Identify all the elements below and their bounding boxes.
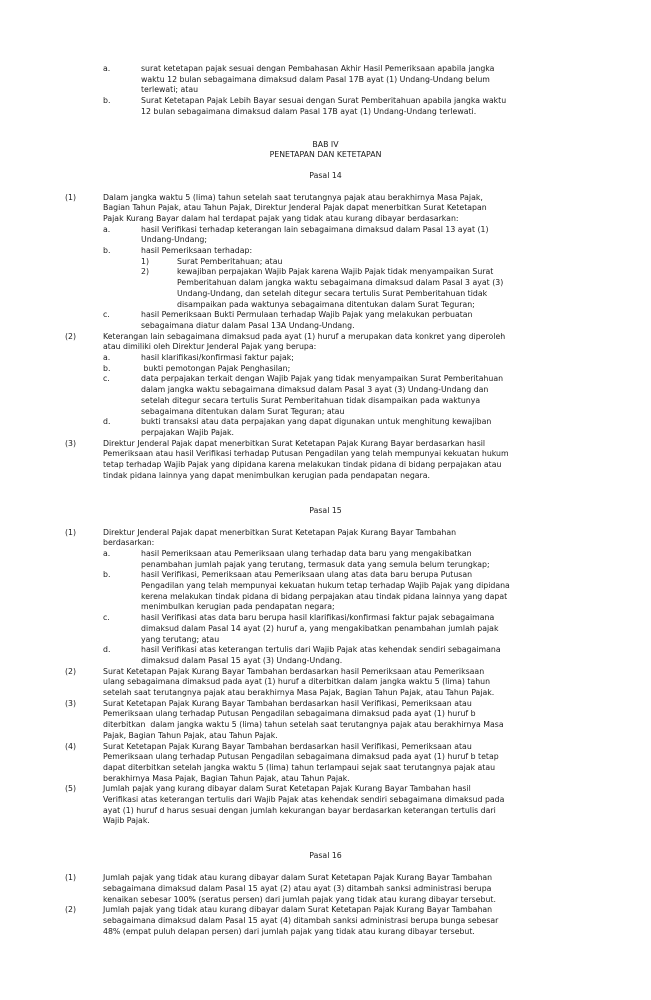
text-line: Pemeriksaan ulang terhadap Putusan Pengadilan sebagaimana dimaksud pada ayat (1) huruf b tetap — [103, 752, 499, 762]
paragraph-item — [0, 699, 651, 742]
item-label: (1) — [65, 873, 77, 883]
text-line: Pengadilan yang telah mempunyai kekuatan hukum tetap terhadap Wajib Pajak yang dipidana — [141, 581, 510, 591]
item-label: a. — [103, 548, 111, 558]
text-line: sebagaimana dimaksud dalam Pasal 15 ayat (4) ditambah sanksi administrasi berupa bunga sebesar — [103, 916, 499, 925]
text-line: terlewati; atau — [141, 85, 199, 95]
article-heading: Pasal 14 — [309, 170, 342, 180]
text-line: Bagian Tahun Pajak, atau Tahun Pajak, Direktur Jenderal Pajak dapat menerbitkan Surat Ketetapan — [103, 203, 487, 213]
text-line: Surat Ketetapan Pajak Kurang Bayar Tambahan berdasarkan hasil Verifikasi, Pemeriksaan atau — [103, 698, 472, 708]
text-line: penambahan jumlah pajak yang terutang, termasuk data yang semula belum terungkap; — [141, 559, 490, 569]
text-line: bukti pemotongan Pajak Penghasilan; — [141, 363, 291, 373]
numbered-subitem — [0, 267, 651, 310]
text-line: Surat Ketetapan Pajak Kurang Bayar Tambahan berdasarkan hasil Verifikasi, Pemeriksaan atau — [103, 741, 472, 751]
text-line: Surat Ketetapan Pajak Kurang Bayar Tambahan berdasarkan hasil Pemeriksaan atau Pemeriksaan — [103, 666, 485, 676]
text-line: tetap terhadap Wajib Pajak yang dipidana karena melakukan tindak pidana di bidang perpajakan atau — [103, 460, 502, 470]
chapter-number: BAB IV — [312, 139, 339, 149]
letter-item — [0, 310, 651, 331]
text-line: Wajib Pajak. — [103, 816, 150, 826]
text-line: hasil Verifikasi atas data baru berupa hasil klarifikasi/konfirmasi faktur pajak sebagaimana — [141, 613, 495, 623]
item-label: c. — [103, 374, 110, 384]
text-line: ayat (1) huruf d harus sesuai dengan jumlah kekurangan bayar berdasarkan keterangan tertulis dari — [103, 805, 496, 815]
text-line: 12 bulan sebagaimana dimaksud dalam Pasal 17B ayat (1) Undang-Undang terlewati. — [141, 106, 477, 116]
numbered-subitem — [0, 257, 651, 268]
text-line: Pemeriksaan atau hasil Verifikasi terhadap Putusan Pengadilan yang telah mempunyai kekuatan hukum — [103, 449, 509, 459]
text-line: hasil Pemeriksaan atau Pemeriksaan ulang terhadap data baru yang mengakibatkan — [141, 548, 472, 558]
item-label: b. — [103, 363, 111, 373]
paragraph-item — [0, 742, 651, 785]
article-body — [0, 873, 651, 937]
text-line: Undang-Undang; — [141, 235, 207, 245]
letter-item — [0, 246, 651, 257]
text-line: kenaikan sebesar 100% (seratus persen) dari jumlah pajak yang tidak atau kurang dibayar tersebut. — [103, 894, 496, 904]
paragraph-item — [0, 667, 651, 699]
item-label: b. — [103, 570, 111, 580]
letter-item — [0, 549, 651, 570]
item-label: (5) — [65, 784, 77, 794]
text-line: disampaikan pada waktunya sebagaimana ditentukan dalam Surat Teguran; — [177, 299, 475, 309]
text-line: Dalam jangka waktu 5 (lima) tahun setelah saat terutangnya pajak atau berakhirnya Masa Pajak, — [103, 192, 483, 202]
text-line: setelah ditegur secara tertulis Surat Pemberitahuan tidak disampaikan pada waktunya — [141, 395, 481, 405]
letter-item — [0, 364, 651, 375]
text-line: Verifikasi atas keterangan tertulis dari Wajib Pajak atas kehendak sendiri sebagaimana dimaksud pada — [103, 795, 505, 805]
text-line: setelah saat terutangnya pajak atau berakhirnya Masa Pajak, Bagian Tahun Pajak, atau Tahun Pajak. — [103, 688, 495, 698]
text-line: perpajakan Wajib Pajak. — [141, 427, 235, 437]
paragraph-item — [0, 873, 651, 905]
item-label: c. — [103, 310, 110, 320]
item-label: a. — [103, 224, 111, 234]
item-label: b. — [103, 96, 111, 106]
text-line: Jumlah pajak yang kurang dibayar dalam Surat Ketetapan Pajak Kurang Bayar Tambahan hasil — [103, 784, 471, 794]
item-label: d. — [103, 645, 111, 655]
text-line: menimbulkan kerugian pada pendapatan negara; — [141, 602, 335, 612]
text-line: hasil Verifikasi, Pemeriksaan atau Pemeriksaan ulang atas data baru berupa Putusan — [141, 570, 473, 580]
letter-item — [0, 225, 651, 246]
text-line: Pemberitahuan dalam jangka waktu sebagaimana dimaksud dalam Pasal 3 ayat (3) — [177, 278, 504, 288]
item-label: a. — [103, 353, 111, 363]
letter-item — [0, 645, 651, 666]
text-line: berdasarkan: — [103, 538, 155, 548]
text-line: yang terutang; atau — [141, 634, 220, 644]
item-label: (2) — [65, 905, 77, 915]
letter-item — [0, 96, 651, 117]
article-section — [0, 851, 651, 937]
text-line: Surat Pemberitahuan; atau — [177, 256, 283, 266]
text-line: hasil Verifikasi atas keterangan tertulis dari Wajib Pajak atas kehendak sendiri sebagaimana — [141, 645, 501, 655]
text-line: Jumlah pajak yang tidak atau kurang dibayar dalam Surat Ketetapan Pajak Kurang Bayar Tambahan — [103, 905, 493, 915]
text-line: hasil klarifikasi/konfirmasi faktur pajak; — [141, 353, 294, 363]
item-label: a. — [103, 64, 111, 73]
text-line: berakhirnya Masa Pajak, Bagian Tahun Pajak, atau Tahun Pajak. — [103, 773, 350, 783]
text-line: 48% (empat puluh delapan persen) dari jumlah pajak yang tidak atau kurang dibayar tersebut. — [103, 926, 475, 936]
letter-item — [0, 417, 651, 438]
item-label: (4) — [65, 741, 77, 751]
paragraph-item — [0, 332, 651, 353]
text-line: diterbitkan dalam jangka waktu 5 (lima) tahun setelah saat terutangnya pajak atau berakhirnya Masa — [103, 720, 504, 730]
item-label: 1) — [141, 256, 150, 266]
article-body — [0, 193, 651, 482]
item-label: (1) — [65, 527, 77, 537]
item-label: (2) — [65, 331, 77, 341]
article-section — [0, 506, 651, 828]
paragraph-item — [0, 528, 651, 549]
item-label: d. — [103, 417, 111, 427]
article-heading: Pasal 15 — [309, 505, 342, 515]
text-line: waktu 12 bulan sebagaimana dimaksud dalam Pasal 17B ayat (1) Undang-Undang belum — [141, 74, 490, 84]
text-line: Keterangan lain sebagaimana dimaksud pada ayat (1) huruf a merupakan data konkret yang diperoleh — [103, 331, 506, 341]
text-line: dalam jangka waktu sebagaimana dimaksud dalam Pasal 3 ayat (3) Undang-Undang dan — [141, 385, 489, 395]
text-line: kerena melakukan tindak pidana di bidang perpajakan atau tindak pidana lainnya yang dapat — [141, 591, 508, 601]
item-label: b. — [103, 246, 111, 256]
document-page — [0, 64, 651, 937]
item-label: 2) — [141, 267, 150, 277]
paragraph-item — [0, 193, 651, 225]
text-line: surat ketetapan pajak sesuai dengan Pembahasan Akhir Hasil Pemeriksaan apabila jangka — [141, 64, 495, 73]
text-line: atau dimiliki oleh Direktur Jenderal Pajak yang berupa: — [103, 342, 317, 352]
text-line: Jumlah pajak yang tidak atau kurang dibayar dalam Surat Ketetapan Pajak Kurang Bayar Tambahan — [103, 873, 493, 883]
text-line: Direktur Jenderal Pajak dapat menerbitkan Surat Ketetapan Pajak Kurang Bayar Tambahan — [103, 527, 457, 537]
text-line: data perpajakan terkait dengan Wajib Pajak yang tidak menyampaikan Surat Pemberitahuan — [141, 374, 504, 384]
item-label: (3) — [65, 438, 77, 448]
text-line: dimaksud dalam Pasal 15 ayat (3) Undang-Undang. — [141, 655, 343, 665]
text-line: dapat diterbitkan setelah jangka waktu 5 (lima) tahun terlampaui sejak saat terutangnya pajak atau — [103, 762, 496, 772]
text-line: hasil Pemeriksaan terhadap: — [141, 246, 253, 256]
letter-item — [0, 613, 651, 645]
text-line: sebagaimana ditentukan dalam Surat Teguran; atau — [141, 406, 345, 416]
text-line: Direktur Jenderal Pajak dapat menerbitkan Surat Ketetapan Pajak Kurang Bayar berdasarkan hasil — [103, 438, 486, 448]
item-label: (1) — [65, 192, 77, 202]
continued-list — [0, 64, 651, 118]
item-label: c. — [103, 613, 110, 623]
text-line: Surat Ketetapan Pajak Lebih Bayar sesuai dengan Surat Pemberitahuan apabila jangka waktu — [141, 96, 507, 106]
text-line: Undang-Undang, dan setelah ditegur secara tertulis Surat Pemberitahuan tidak — [177, 288, 488, 298]
article-body — [0, 528, 651, 828]
text-line: hasil Pemeriksaan Bukti Permulaan terhadap Wajib Pajak yang melakukan perbuatan — [141, 310, 473, 320]
text-line: dimaksud dalam Pasal 14 ayat (2) huruf a, yang mengakibatkan penambahan jumlah pajak — [141, 623, 499, 633]
paragraph-item — [0, 905, 651, 937]
text-line: Pajak Kurang Bayar dalam hal terdapat pajak yang tidak atau kurang dibayar berdasarkan: — [103, 213, 459, 223]
letter-item — [0, 64, 651, 96]
articles — [0, 171, 651, 938]
paragraph-item — [0, 784, 651, 827]
text-line: ulang sebagaimana dimaksud pada ayat (1) huruf a diterbitkan dalam jangka waktu 5 (lima) tahun — [103, 677, 491, 687]
letter-item — [0, 570, 651, 613]
letter-item — [0, 374, 651, 417]
chapter-title: PENETAPAN DAN KETETAPAN — [269, 150, 382, 160]
article-heading: Pasal 16 — [309, 851, 342, 861]
text-line: kewajiban perpajakan Wajib Pajak karena Wajib Pajak tidak menyampaikan Surat — [177, 267, 494, 277]
text-line: Pajak, Bagian Tahun Pajak, atau Tahun Pajak. — [103, 730, 278, 740]
text-line: bukti transaksi atau data perpajakan yang dapat digunakan untuk menghitung kewajiban — [141, 417, 492, 427]
item-label: (2) — [65, 666, 77, 676]
text-line: sebagaimana diatur dalam Pasal 13A Undang-Undang. — [141, 320, 355, 330]
text-line: hasil Verifikasi terhadap keterangan lain sebagaimana dimaksud dalam Pasal 13 ayat (1) — [141, 224, 489, 234]
article-section — [0, 171, 651, 482]
text-line: sebagaimana dimaksud dalam Pasal 15 ayat (2) atau ayat (3) ditambah sanksi administrasi berupa — [103, 883, 492, 893]
paragraph-item — [0, 439, 651, 482]
item-label: (3) — [65, 698, 77, 708]
text-line: tindak pidana lainnya yang dapat menimbulkan kerugian pada pendapatan negara. — [103, 470, 431, 480]
letter-item — [0, 353, 651, 364]
text-line: Pemeriksaan ulang terhadap Putusan Pengadilan sebagaimana dimaksud pada ayat (1) huruf b — [103, 709, 476, 719]
